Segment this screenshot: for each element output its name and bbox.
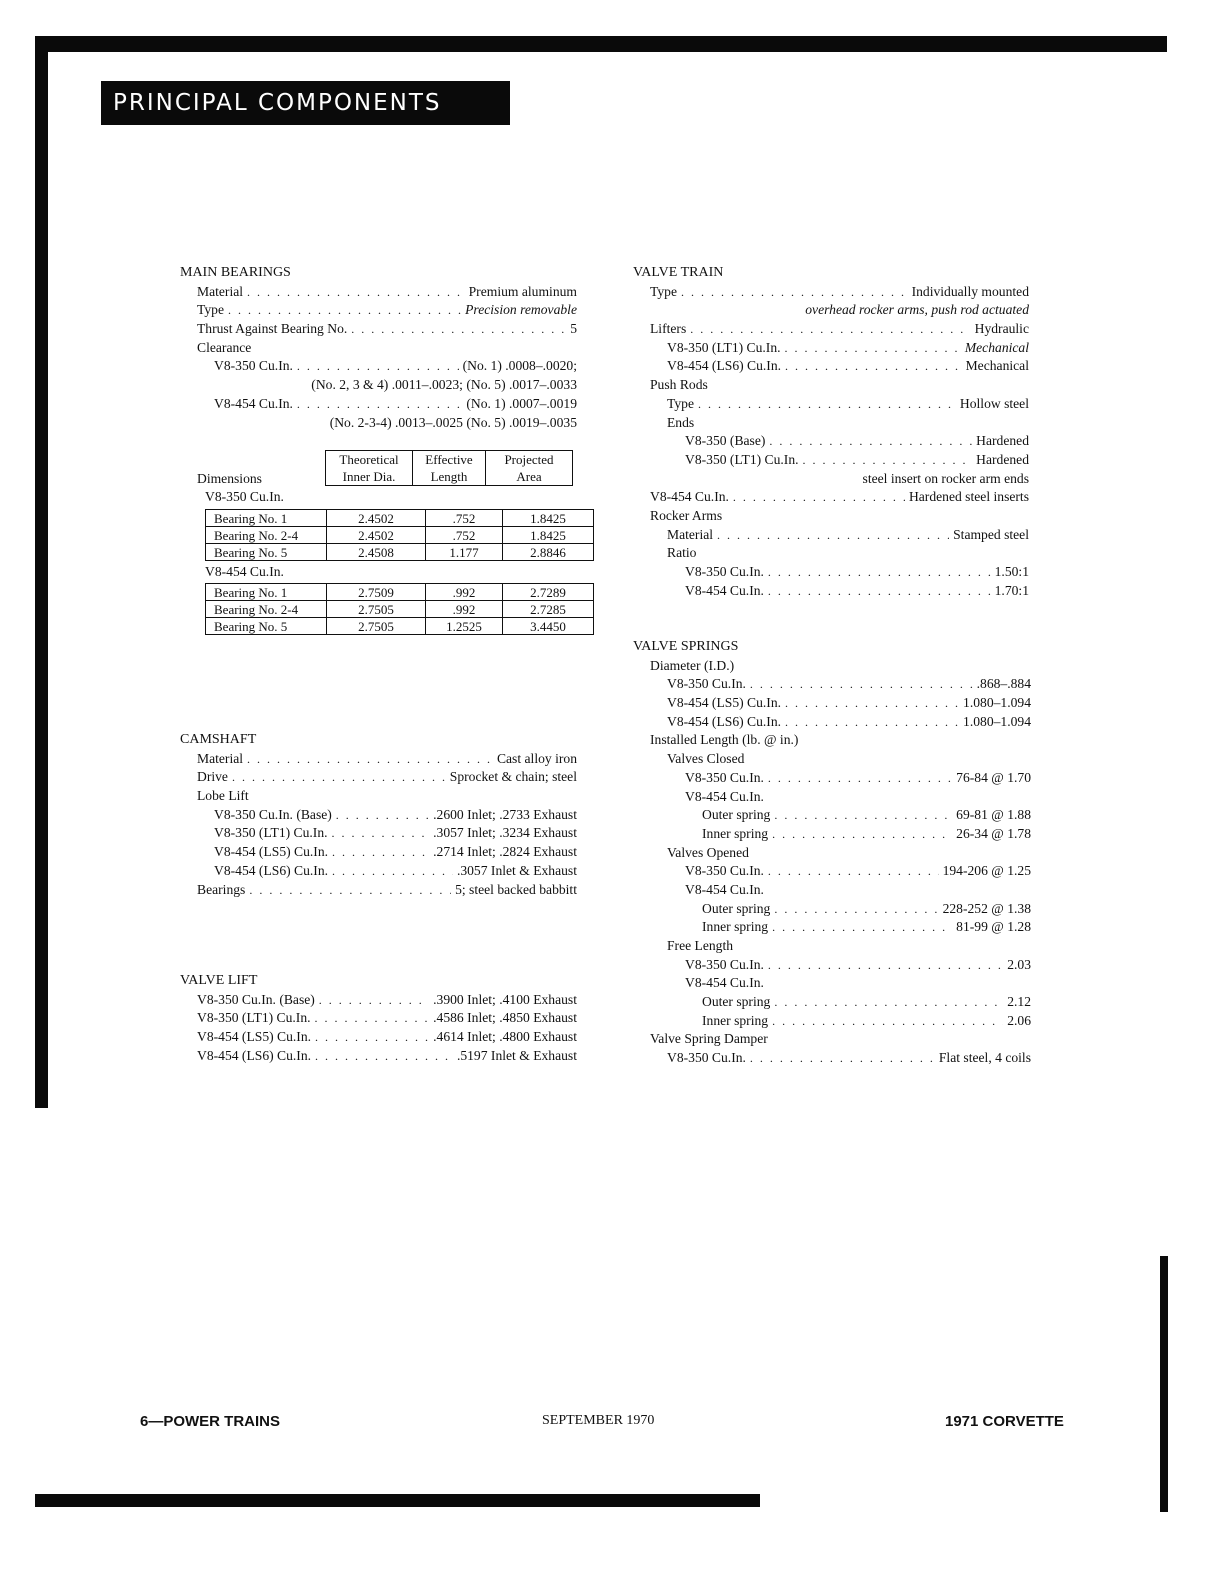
spec-row: V8-454 Cu.In. . . . 1.70:1: [633, 582, 1029, 601]
sub-heading: Clearance: [197, 339, 252, 355]
spec-row: Bearings . . . 5; steel backed babbitt: [180, 881, 577, 900]
sub-heading: Installed Length (lb. @ in.): [650, 732, 799, 748]
spec-row: V8-454 (LS6) Cu.In. . . . .3057 Inlet & Exhaust: [180, 862, 577, 881]
sub-heading: Ends: [667, 414, 695, 430]
table-row: Bearing No. 1 2.7509 .992 2.7289: [206, 584, 594, 601]
sub-heading: Valves Opened: [667, 844, 749, 860]
spec-row: Type . . . Hollow steel: [633, 395, 1029, 414]
spec-row: Type . . . Individually mounted: [633, 283, 1029, 302]
spec-row: Type . . . Precision removable: [180, 301, 577, 320]
spec-row: V8-350 (Base) . . . Hardened: [633, 432, 1029, 451]
dimensions-label: Dimensions: [197, 471, 262, 486]
top-rule: [35, 36, 1167, 52]
sub-heading: Ratio: [667, 545, 697, 561]
spec-row: V8-350 (LT1) Cu.In. . . . Hardened: [633, 451, 1029, 470]
spec-row: V8-350 Cu.In. . . . (No. 1) .0008–.0020;: [180, 357, 577, 376]
footer-right: 1971 CORVETTE: [945, 1413, 1064, 1430]
camshaft-section: [180, 731, 577, 899]
valve-springs-section: [633, 638, 1031, 1068]
spec-row: V8-350 (LT1) Cu.In. . . . Mechanical: [633, 339, 1029, 358]
spec-row: V8-454 (LS6) Cu.In. . . . 1.080–1.094: [633, 713, 1031, 732]
sub-heading: Push Rods: [650, 377, 708, 393]
spec-row: Drive . . . Sprocket & chain; steel: [180, 768, 577, 787]
spec-row: V8-454 (LS5) Cu.In. . . . .4614 Inlet; .4800 Exhaust: [180, 1028, 577, 1047]
table-row: Bearing No. 2-4 2.7505 .992 2.7285: [206, 601, 594, 618]
bottom-rule: [35, 1494, 760, 1507]
table-row: Bearing No. 1 2.4502 .752 1.8425: [206, 510, 594, 527]
main-bearings-section: [180, 264, 577, 432]
engine-label: V8-454 Cu.In.: [205, 564, 284, 579]
spec-row: V8-454 (LS5) Cu.In. . . . .2714 Inlet; .2824 Exhaust: [180, 843, 577, 862]
sub-heading: V8-454 Cu.In.: [685, 881, 764, 897]
spec-row: Thrust Against Bearing No. . . . 5: [180, 320, 577, 339]
col-header: Theoretical Inner Dia.: [326, 451, 413, 486]
sub-heading: Diameter (I.D.): [650, 657, 735, 673]
left-rule: [35, 36, 48, 1108]
sub-heading: Lobe Lift: [197, 788, 249, 804]
sub-heading: V8-454 Cu.In.: [685, 788, 764, 804]
spec-row: V8-350 Cu.In. . . . 76-84 @ 1.70: [633, 769, 1031, 788]
section-heading: VALVE LIFT: [180, 973, 258, 988]
spec-row: V8-350 (LT1) Cu.In. . . . .4586 Inlet; .4850 Exhaust: [180, 1009, 577, 1028]
valve-lift-section: [180, 972, 577, 1065]
sub-heading: Free Length: [667, 938, 734, 953]
right-rule: [1160, 1256, 1168, 1512]
dimensions-table-header: [325, 450, 573, 486]
spec-row: V8-350 Cu.In. . . . 2.03: [633, 956, 1031, 975]
table-row: Bearing No. 2-4 2.4502 .752 1.8425: [206, 527, 594, 544]
col-header: Projected Area: [486, 451, 573, 486]
spec-row: Material . . . Cast alloy iron: [180, 750, 577, 769]
spec-continuation: (No. 2, 3 & 4) .0011–.0023; (No. 5) .0017–.0033: [311, 377, 577, 393]
valve-train-section: [633, 264, 1029, 600]
section-heading: VALVE TRAIN: [633, 265, 724, 280]
sub-heading: Valve Spring Damper: [650, 1031, 768, 1047]
bearing-table-350: [205, 509, 594, 561]
spec-row: V8-454 (LS5) Cu.In. . . . 1.080–1.094: [633, 694, 1031, 713]
spec-row: V8-350 Cu.In. . . . Flat steel, 4 coils: [633, 1049, 1031, 1068]
spec-row: Outer spring . . . 228-252 @ 1.38: [633, 900, 1031, 919]
spec-row: V8-350 Cu.In. . . . .868–.884: [633, 675, 1031, 694]
sub-heading: Valves Closed: [667, 751, 745, 767]
section-heading: VALVE SPRINGS: [633, 639, 739, 654]
sub-heading: Rocker Arms: [650, 507, 723, 523]
section-heading: MAIN BEARINGS: [180, 265, 291, 280]
col-header: Effective Length: [413, 451, 486, 486]
spec-row: V8-350 Cu.In. . . . 1.50:1: [633, 563, 1029, 582]
sub-heading: V8-454 Cu.In.: [685, 975, 764, 991]
spec-row: Outer spring . . . 2.12: [633, 993, 1031, 1012]
page-title: PRINCIPAL COMPONENTS: [101, 81, 510, 125]
spec-continuation: overhead rocker arms, push rod actuated: [805, 302, 1029, 318]
spec-row: Material . . . Premium aluminum: [180, 283, 577, 302]
spec-row: V8-454 Cu.In. . . . (No. 1) .0007–.0019: [180, 395, 577, 414]
spec-row: Lifters . . . Hydraulic: [633, 320, 1029, 339]
spec-row: V8-350 Cu.In. (Base) . . . .3900 Inlet; .4100 Exhaust: [180, 991, 577, 1010]
spec-continuation: steel insert on rocker arm ends: [862, 470, 1029, 486]
spec-row: Inner spring . . . 2.06: [633, 1012, 1031, 1031]
engine-label: V8-350 Cu.In.: [205, 489, 284, 504]
footer-center: SEPTEMBER 1970: [542, 1413, 655, 1428]
spec-row: Material . . . Stamped steel: [633, 526, 1029, 545]
bearing-table-454: [205, 583, 594, 635]
spec-row: V8-350 Cu.In. (Base) . . . .2600 Inlet; .2733 Exhaust: [180, 806, 577, 825]
spec-row: V8-454 (LS6) Cu.In. . . . .5197 Inlet & Exhaust: [180, 1047, 577, 1066]
spec-row: V8-454 (LS6) Cu.In. . . . Mechanical: [633, 357, 1029, 376]
spec-continuation: (No. 2-3-4) .0013–.0025 (No. 5) .0019–.0035: [329, 414, 577, 430]
spec-row: Outer spring . . . 69-81 @ 1.88: [633, 806, 1031, 825]
section-heading: CAMSHAFT: [180, 732, 257, 747]
spec-row: V8-454 Cu.In. . . . Hardened steel inserts: [633, 488, 1029, 507]
spec-row: V8-350 Cu.In. . . . 194-206 @ 1.25: [633, 862, 1031, 881]
spec-row: Inner spring . . . 26-34 @ 1.78: [633, 825, 1031, 844]
table-row: Bearing No. 5 2.7505 1.2525 3.4450: [206, 618, 594, 635]
spec-row: Inner spring . . . 81-99 @ 1.28: [633, 918, 1031, 937]
table-row: Bearing No. 5 2.4508 1.177 2.8846: [206, 544, 594, 561]
footer-left: 6—POWER TRAINS: [140, 1413, 281, 1430]
spec-row: V8-350 (LT1) Cu.In. . . . .3057 Inlet; .3234 Exhaust: [180, 824, 577, 843]
